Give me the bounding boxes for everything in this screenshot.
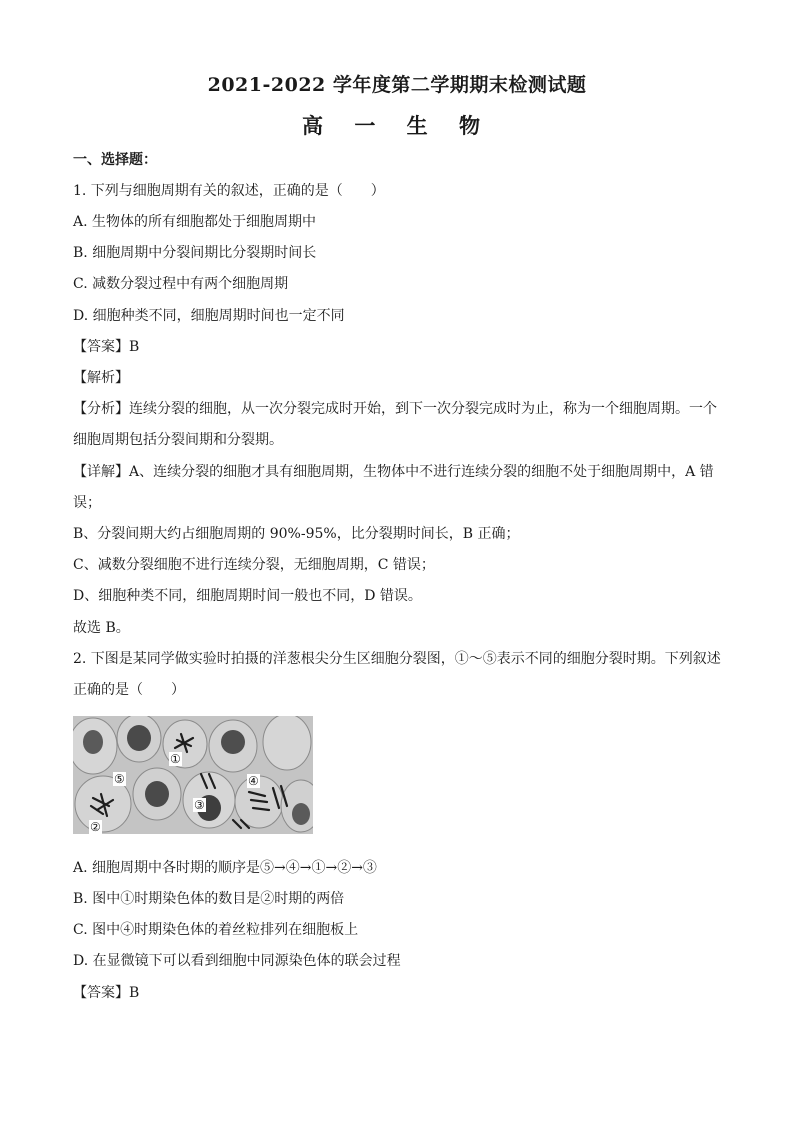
q1-stem: 1. 下列与细胞周期有关的叙述，正确的是（ ） xyxy=(73,183,385,199)
q1-option-d: D. 细胞种类不同，细胞周期时间也一定不同 xyxy=(73,308,345,324)
q2-option-d: D. 在显微镜下可以看到细胞中同源染色体的联会过程 xyxy=(73,953,401,969)
q1-detail-d: D、细胞种类不同，细胞周期时间一般也不同，D 错误。 xyxy=(73,588,422,604)
q1-analysis-tag: 【解析】 xyxy=(73,370,129,386)
q1-option-c: C. 减数分裂过程中有两个细胞周期 xyxy=(73,276,289,292)
micrograph-image xyxy=(73,716,313,834)
answer-value: B xyxy=(129,339,140,355)
answer-value: B xyxy=(129,985,140,1001)
q2-stem-line1: 2. 下图是某同学做实验时拍摄的洋葱根尖分生区细胞分裂图，①～⑤表示不同的细胞分裂时期。下列叙述 xyxy=(73,651,721,667)
figure-label-3: ③ xyxy=(194,798,205,812)
q2-stem-line2: 正确的是（ ） xyxy=(73,682,185,698)
q1-xiangjie-line1 xyxy=(73,462,714,482)
q1-fenxi-line2: 细胞周期包括分裂间期和分裂期。 xyxy=(73,432,283,448)
page-subtitle: 高 一 生 物 xyxy=(302,113,492,138)
q2-option-c: C. 图中④时期染色体的着丝粒排列在细胞板上 xyxy=(73,922,359,938)
xiangjie-text: A、连续分裂的细胞才具有细胞周期，生物体中不进行连续分裂的细胞不处于细胞周期中，A 错 xyxy=(129,464,714,480)
q2-answer xyxy=(73,983,139,1003)
figure-label-4: ④ xyxy=(248,774,259,788)
q1-detail-b: B、分裂间期大约占细胞周期的 90%-95%，比分裂期时间长，B 正确； xyxy=(73,526,520,542)
q1-xiangjie-line2: 误； xyxy=(73,495,101,511)
figure-label-5: ⑤ xyxy=(114,772,125,786)
q1-detail-c: C、减数分裂细胞不进行连续分裂，无细胞周期，C 错误； xyxy=(73,557,435,573)
answer-tag: 【答案】 xyxy=(73,985,129,1001)
q1-option-b: B. 细胞周期中分裂间期比分裂期时间长 xyxy=(73,245,317,261)
q1-fenxi-line1 xyxy=(73,399,717,419)
fenxi-tag: 【分析】 xyxy=(73,401,129,417)
q1-answer xyxy=(73,337,139,357)
page-title: 2021-2022 学年度第二学期期末检测试题 xyxy=(207,74,587,96)
answer-tag: 【答案】 xyxy=(73,339,129,355)
q1-option-a: A. 生物体的所有细胞都处于细胞周期中 xyxy=(73,214,317,230)
q2-option-b: B. 图中①时期染色体的数目是②时期的两倍 xyxy=(73,891,345,907)
q1-conclusion: 故选 B。 xyxy=(73,620,130,636)
micrograph-figure xyxy=(73,716,313,834)
figure-label-1: ① xyxy=(170,752,181,766)
xiangjie-tag: 【详解】 xyxy=(73,464,129,480)
section-heading: 一、选择题： xyxy=(73,152,157,168)
fenxi-text: 连续分裂的细胞，从一次分裂完成时开始，到下一次分裂完成时为止，称为一个细胞周期。一个 xyxy=(129,401,717,417)
q2-option-a: A. 细胞周期中各时期的顺序是⑤→④→①→②→③ xyxy=(73,860,377,876)
figure-label-2: ② xyxy=(90,820,101,834)
